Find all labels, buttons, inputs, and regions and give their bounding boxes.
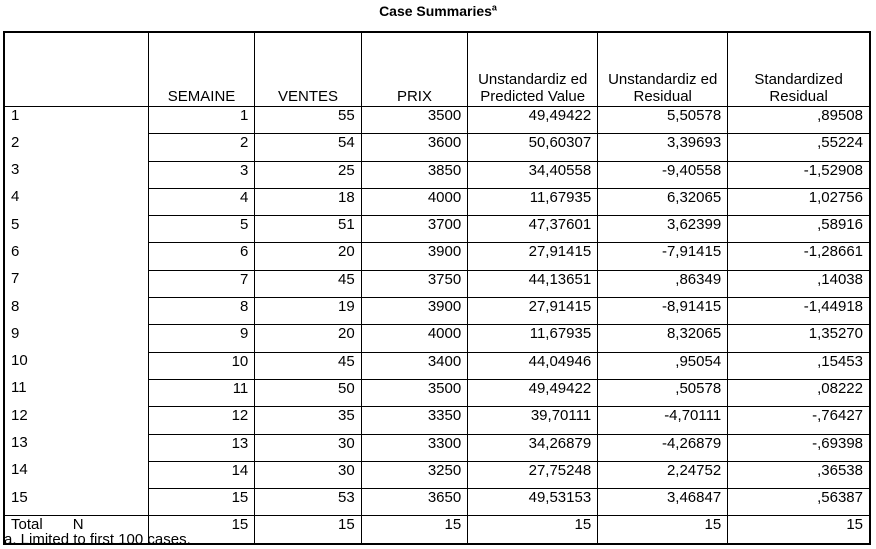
cell-residual: 3,39693 [598, 134, 728, 161]
cell-predicted-value: 44,04946 [468, 352, 598, 379]
cell-semaine: 8 [148, 298, 254, 325]
table-row [4, 161, 870, 188]
table-row [4, 188, 870, 215]
cell-standardized-residual: ,14038 [728, 270, 870, 297]
table-row [4, 489, 870, 516]
cell-predicted-value: 27,91415 [468, 298, 598, 325]
table-body [4, 107, 870, 544]
cell-semaine: 14 [148, 461, 254, 488]
cell-standardized-residual: ,15453 [728, 352, 870, 379]
row-label: 13 [4, 434, 148, 461]
cell-predicted-value: 50,60307 [468, 134, 598, 161]
cell-residual: -4,70111 [598, 407, 728, 434]
cell-standardized-residual: -,76427 [728, 407, 870, 434]
cell-residual: 3,46847 [598, 489, 728, 516]
header-semaine: SEMAINE [148, 32, 254, 107]
total-semaine: 15 [148, 516, 254, 544]
total-standardized-residual: 15 [728, 516, 870, 544]
total-prix: 15 [361, 516, 467, 544]
cell-standardized-residual: ,36538 [728, 461, 870, 488]
cell-ventes: 19 [255, 298, 361, 325]
cell-prix: 3600 [361, 134, 467, 161]
cell-residual: ,86349 [598, 270, 728, 297]
table-row [4, 434, 870, 461]
cell-residual: ,95054 [598, 352, 728, 379]
cell-residual: 5,50578 [598, 107, 728, 134]
cell-semaine: 12 [148, 407, 254, 434]
cell-prix: 3750 [361, 270, 467, 297]
cell-ventes: 55 [255, 107, 361, 134]
cell-standardized-residual: -1,52908 [728, 161, 870, 188]
cell-residual: -8,91415 [598, 298, 728, 325]
cell-prix: 3700 [361, 216, 467, 243]
cell-ventes: 30 [255, 461, 361, 488]
cell-semaine: 11 [148, 379, 254, 406]
table-row [4, 379, 870, 406]
cell-semaine: 10 [148, 352, 254, 379]
total-predicted-value: 15 [468, 516, 598, 544]
total-ventes: 15 [255, 516, 361, 544]
table-row [4, 298, 870, 325]
row-label: 10 [4, 352, 148, 379]
cell-residual: 3,62399 [598, 216, 728, 243]
header-rowlabel [4, 32, 148, 107]
cell-standardized-residual: -,69398 [728, 434, 870, 461]
table-row [4, 107, 870, 134]
cell-semaine: 9 [148, 325, 254, 352]
table-row [4, 134, 870, 161]
cell-prix: 3350 [361, 407, 467, 434]
row-label: 8 [4, 298, 148, 325]
cell-prix: 3250 [361, 461, 467, 488]
case-summaries-table [3, 31, 871, 545]
header-unstandardized-predicted-value: Unstandardiz ed Predicted Value [468, 32, 598, 107]
table-row [4, 216, 870, 243]
cell-ventes: 35 [255, 407, 361, 434]
cell-residual: -7,91415 [598, 243, 728, 270]
cell-prix: 3500 [361, 379, 467, 406]
cell-standardized-residual: 1,02756 [728, 188, 870, 215]
cell-residual: 8,32065 [598, 325, 728, 352]
cell-residual: ,50578 [598, 379, 728, 406]
cell-prix: 3900 [361, 298, 467, 325]
row-label: 14 [4, 461, 148, 488]
cell-semaine: 5 [148, 216, 254, 243]
cell-ventes: 20 [255, 325, 361, 352]
cell-semaine: 13 [148, 434, 254, 461]
cell-prix: 3850 [361, 161, 467, 188]
header-ventes: VENTES [255, 32, 361, 107]
cell-ventes: 20 [255, 243, 361, 270]
header-standardized-residual: Standardized Residual [728, 32, 870, 107]
cell-standardized-residual: ,08222 [728, 379, 870, 406]
cell-ventes: 51 [255, 216, 361, 243]
cell-semaine: 6 [148, 243, 254, 270]
cell-prix: 3400 [361, 352, 467, 379]
cell-standardized-residual: -1,44918 [728, 298, 870, 325]
cell-predicted-value: 49,49422 [468, 379, 598, 406]
footnote: a. Limited to first 100 cases. [4, 531, 191, 548]
table-title [0, 2, 876, 20]
row-label: 12 [4, 407, 148, 434]
table-row [4, 352, 870, 379]
cell-standardized-residual: ,58916 [728, 216, 870, 243]
cell-prix: 3300 [361, 434, 467, 461]
cell-standardized-residual: ,55224 [728, 134, 870, 161]
table-row [4, 407, 870, 434]
cell-ventes: 45 [255, 352, 361, 379]
cell-ventes: 25 [255, 161, 361, 188]
cell-semaine: 3 [148, 161, 254, 188]
table-row [4, 461, 870, 488]
cell-ventes: 18 [255, 188, 361, 215]
row-label: 4 [4, 188, 148, 215]
cell-prix: 4000 [361, 325, 467, 352]
cell-semaine: 2 [148, 134, 254, 161]
cell-residual: -9,40558 [598, 161, 728, 188]
cell-predicted-value: 27,91415 [468, 243, 598, 270]
cell-ventes: 45 [255, 270, 361, 297]
cell-predicted-value: 27,75248 [468, 461, 598, 488]
cell-ventes: 30 [255, 434, 361, 461]
cell-semaine: 4 [148, 188, 254, 215]
cell-standardized-residual: 1,35270 [728, 325, 870, 352]
row-label: 9 [4, 325, 148, 352]
cell-predicted-value: 34,26879 [468, 434, 598, 461]
total-label: Total [11, 516, 43, 534]
row-label: 11 [4, 379, 148, 406]
table-row [4, 270, 870, 297]
total-stat-label: N [72, 516, 84, 534]
cell-predicted-value: 39,70111 [468, 407, 598, 434]
cell-residual: -4,26879 [598, 434, 728, 461]
cell-residual: 2,24752 [598, 461, 728, 488]
cell-predicted-value: 47,37601 [468, 216, 598, 243]
table-row [4, 325, 870, 352]
cell-ventes: 50 [255, 379, 361, 406]
cell-semaine: 15 [148, 489, 254, 516]
cell-standardized-residual: ,89508 [728, 107, 870, 134]
cell-residual: 6,32065 [598, 188, 728, 215]
cell-predicted-value: 11,67935 [468, 188, 598, 215]
cell-predicted-value: 49,49422 [468, 107, 598, 134]
row-label: 6 [4, 243, 148, 270]
table-row [4, 243, 870, 270]
cell-predicted-value: 11,67935 [468, 325, 598, 352]
cell-standardized-residual: -1,28661 [728, 243, 870, 270]
cell-predicted-value: 44,13651 [468, 270, 598, 297]
cell-predicted-value: 49,53153 [468, 489, 598, 516]
cell-semaine: 1 [148, 107, 254, 134]
row-label: 15 [4, 489, 148, 516]
row-label: 3 [4, 161, 148, 188]
table-title-text: Case Summaries [379, 3, 492, 19]
cell-semaine: 7 [148, 270, 254, 297]
cell-prix: 3500 [361, 107, 467, 134]
total-residual: 15 [598, 516, 728, 544]
cell-predicted-value: 34,40558 [468, 161, 598, 188]
row-label: 5 [4, 216, 148, 243]
cell-ventes: 53 [255, 489, 361, 516]
cell-ventes: 54 [255, 134, 361, 161]
header-row [4, 32, 870, 107]
table-title-footnote-marker: a [491, 2, 497, 13]
row-label: 7 [4, 270, 148, 297]
row-label: 2 [4, 134, 148, 161]
cell-prix: 3650 [361, 489, 467, 516]
cell-prix: 3900 [361, 243, 467, 270]
header-prix: PRIX [361, 32, 467, 107]
header-unstandardized-residual: Unstandardiz ed Residual [598, 32, 728, 107]
row-label: 1 [4, 107, 148, 134]
cell-standardized-residual: ,56387 [728, 489, 870, 516]
cell-prix: 4000 [361, 188, 467, 215]
